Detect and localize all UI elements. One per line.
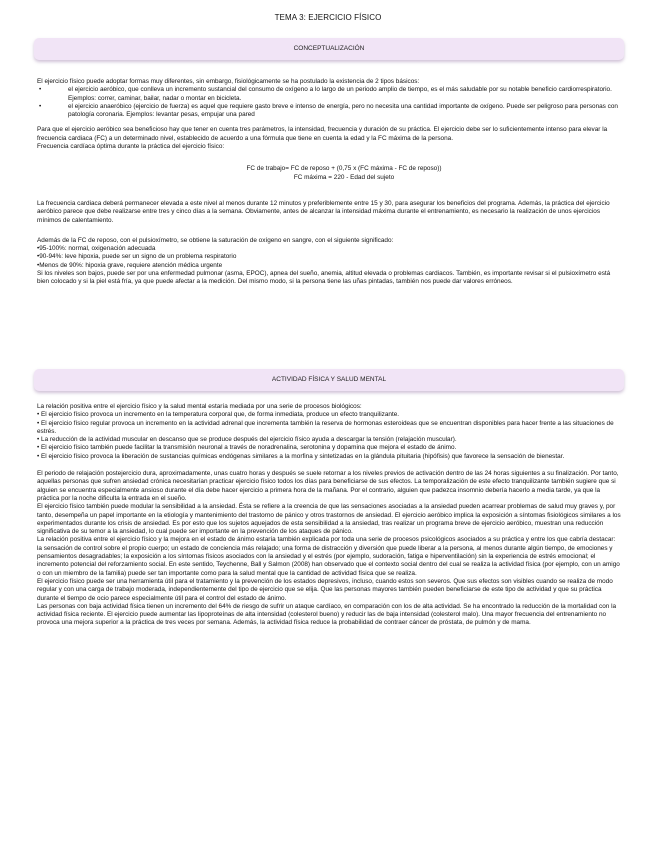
paragraph: La relación positiva entre el ejercicio físico y la mejora en el estado de ánimo estaría también explicada por toda una serie de procesos psicológicos asociados a su práctica y entre los que cabría destacar: la sensación de control sobre el propio cuerpo; un estado de conciencia más relajado; una forma de distracción y diversión que puede liberar a la persona, al menos durante algún tiempo, de emociones y pensamientos desagradables; la exposición a los síntomas físicos asociados con la ansiedad y el estrés (por ejemplo, sudoración, fatiga e hiperventilación) sin la experiencia de estrés emocional; el incremento potencial del reforzamiento social. En este sentido, Teychenne, Ball y Salmon (2008) han observado que el contexto social dentro del cual se realiza la actividad física (por ejemplo, con un amigo o con un miembro de la familia) puede ser tan importante como para la salud mental que la cantidad de actividad física que se realiza.	[37, 536, 620, 577]
list-item: • el ejercicio aeróbico, que conlleva un incremento sustancial del consumo de oxígeno a lo largo de un periodo amplio de tiempo, es el más saludable por su notable beneficio cardiorrespiratorio. Ejemplos: correr, caminar, bailar, nadar o montar en bicicleta.	[37, 86, 621, 103]
formula-fc-maxima: FC máxima = 220 - Edad del sujeto	[293, 173, 395, 181]
paragraph-line: • El ejercicio físico provoca un incremento en la temperatura corporal que, de forma inmediata, produce un efecto tranquilizante.	[37, 411, 400, 419]
paragraph-line: Además de la FC de reposo, con el pulsioxímetro, se obtiene la saturación de oxígeno en sangre, con el siguiente significado:	[37, 236, 394, 244]
paragraph: Las personas con baja actividad física tienen un incremento del 64% de riesgo de sufrir un ataque cardíaco, en comparación con los de alta actividad. Se ha encontrado la reducción de la mortalidad con la actividad física reciente. El ejercicio puede aumentar las lipoproteínas de alta intensidad (colesterol bueno) y reducir las de baja intensidad (colesterol malo). Una mayor frecuencia del entrenamiento no provoca una mejora superior a la práctica de tres veces por semana. Además, la actividad física reduce la probabilidad de contraer cáncer de próstata, de pulmón y de mama.	[37, 602, 617, 627]
paragraph-line: • La reducción de la actividad muscular en descanso que se produce después del ejercicio físico ayuda a descargar la tensión (relajación muscular).	[37, 436, 457, 444]
section-actividad-fisica-body	[37, 403, 621, 628]
paragraph: El ejercicio físico puede ser una herramienta útil para el tratamiento y la prevención de los estados depresivos, incluso, cuando estos son severos. Que sus efectos son visibles cuando se realiza de modo regular y con una carga de trabajo moderada, independientemente del tipo de ejercicio que se elija. Que las personas mayores también pueden beneficiarse de este tipo de actividad y que su práctica durante el tiempo de ocio parece especialmente útil para el control del estado de ánimo.	[37, 577, 613, 602]
paragraph: Frecuencia cardíaca óptima durante la práctica del ejercicio físico:	[37, 143, 225, 151]
paragraph-line: •95-100%: normal, oxigenación adecuada	[37, 245, 156, 253]
section-banner-actividad-fisica: ACTIVIDAD FÍSICA Y SALUD MENTAL	[34, 369, 624, 391]
paragraph-line: • El ejercicio físico también puede facilitar la transmisión neuronal a través de noradrenalina, serotonina y dopamina que mejora el estado de ánimo.	[37, 444, 457, 452]
paragraph: El periodo de relajación postejercicio dura, aproximadamente, unas cuatro horas y después se suele retornar a los niveles previos de activación dentro de las 24 horas siguientes a su finalización. Por tanto, aquellas personas que sufren ansiedad crónica necesitarían practicar ejercicio físico todos los días para beneficiarse de sus efectos. La temporalización de este efecto tranquilizante también sugiere que si alguien se encuentra especialmente ansioso durante el día debe hacer ejercicio a primera hora de la mañana. Por el contrario, alguien que padezca insomnio debería hacerlo a media tarde, ya que la práctica por la noche dificulta la entrada en el sueño.	[37, 470, 619, 502]
intro-paragraph: El ejercicio físico puede adoptar formas muy diferentes, sin embargo, fisiológicamente se ha postulado la existencia de 2 tipos básicos:	[37, 78, 420, 85]
formula-fc-trabajo: FC de trabajo= FC de reposo + (0,75 x (FC máxima - FC de reposo))	[246, 165, 442, 173]
paragraph: El ejercicio físico también puede modular la sensibilidad a la ansiedad. Ésta se refiere a la creencia de que las sensaciones asociadas a la ansiedad pueden acarrear problemas de salud muy graves y, por tanto, desempeña un papel importante en la etiología y mantenimiento del trastorno de pánico y otros trastornos de ansiedad. El ejercicio aeróbico implica la exposición a síntomas fisiológicos similares a los experimentados durante los crisis de ansiedad. Es por esto que los sujetos aquejados de esta sensibilidad a la ansiedad, tras realizar un programa breve de ejercicio aeróbico, muestran una reducción significativa de su temor a la ansiedad, lo cual puede ser importante en la prevención de los ataques de pánico.	[37, 503, 621, 536]
paragraph: Si los niveles son bajos, puede ser por una enfermedad pulmonar (asma, EPOC), apnea del sueño, anemia, altitud elevada o problemas cardiacos. También, es importante revisar si el pulsioxímetro está bien colocado y si la piel está fría, ya que puede afectar a la medición. Del mismo modo, si la persona tiene las uñas pintadas, también nos puede dar valores erróneos.	[37, 270, 611, 286]
page-title: TEMA 3: EJERCICIO FÍSICO	[274, 13, 382, 22]
paragraph: La frecuencia cardiaca deberá permanecer elevada a este nivel al menos durante 12 minutos y preferiblemente entre 15 y 30, para asegurar los beneficios del programa. Además, la práctica del ejercicio aeróbico parece que debe realizarse entre tres y cinco días a la semana. Obviamente, antes de alcanzar la intensidad máxima durante el entrenamiento, es necesario la realización de unos ejercicios mínimos de calentamiento.	[37, 199, 610, 224]
exercise-types-list	[37, 86, 621, 119]
paragraph-line: • El ejercicio físico regular provoca un incremento en la actividad adrenal que incrementa también la reserva de hormonas esteroideas que se encuentran disponibles para hacer frente a las situaciones de estrés.	[37, 419, 614, 435]
paragraph-line: •Menos de 90%: hipoxia grave, requiere atención médica urgente	[37, 261, 223, 269]
section-banner-conceptualizacion: CONCEPTUALIZACIÓN	[34, 38, 624, 60]
section-conceptualizacion-body	[37, 78, 621, 287]
list-item: • el ejercicio anaeróbico (ejercicio de fuerza) es aquel que requiere gasto breve e intenso de energía, pero no necesita una cantidad importante de oxígeno. Puede ser peligroso para personas con patología coronaria. Ejemplos: levantar pesas, empujar una pared	[37, 103, 621, 120]
paragraph-line: La relación positiva entre el ejercicio físico y la salud mental estaría mediada por una serie de procesos biológicos:	[37, 403, 362, 410]
paragraph-line: •90-94%: leve hipoxia, puede ser un signo de un problema respiratorio	[37, 253, 237, 261]
paragraph: Para que el ejercicio aeróbico sea beneficioso hay que tener en cuenta tres parámetros, la intensidad, frecuencia y duración de su práctica. El ejercicio debe ser lo suficientemente intenso para elevar la frecuencia cardiaca (FC) a un determinado nivel, establecido de acuerdo a una fórmula que tiene en cuenta la edad y la FC máxima de la persona.	[37, 126, 608, 142]
paragraph-line: • El ejercicio físico provoca la liberación de sustancias químicas endógenas similares a la morfina y sintetizadas en la glándula pituitaria (hipófisis) que favorece la sensación de bienestar.	[37, 452, 565, 460]
